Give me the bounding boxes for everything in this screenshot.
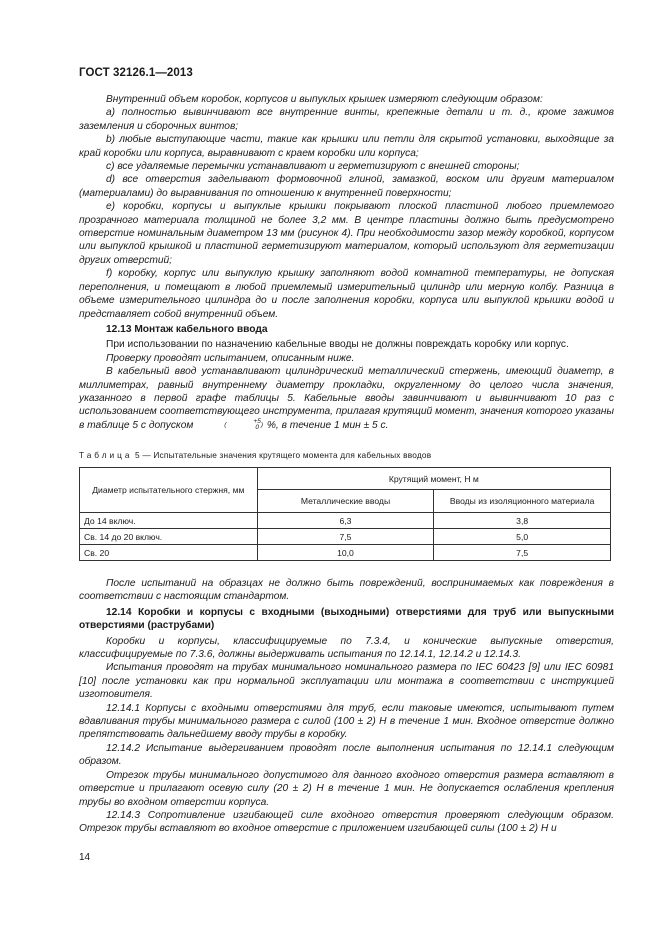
torque-table: [79, 467, 611, 561]
table-row: [80, 513, 611, 529]
paragraph-3-tail: %, в течение 1 мин ± 5 с.: [266, 419, 389, 431]
section-12-14-paragraph-2: Испытания проводят на трубах минимального номинального размера по IEC 60423 [9] или IEC 60981 [10] после установки как при нормальной эксплуатации или монтажа в соответствии с инструкцией изготовителя.: [79, 662, 614, 701]
tolerance-upper: +5: [253, 418, 261, 426]
table-caption-text: 5 — Испытательные значения крутящего момента для кабельных вводов: [135, 450, 432, 460]
section-12-13-paragraph-1: При использовании по назначению кабельные вводы не должны повреждать коробку или корпус.: [106, 339, 569, 351]
section-12-14-title: 12.14 Коробки и корпусы с входными (выходными) отверстиями для труб или выпускными отверстиями (раструбами): [79, 606, 614, 632]
cell-insulating: 5,0: [434, 529, 611, 545]
header-insulating: Вводы из изоляционного материала: [434, 490, 611, 513]
cell-metal: 10,0: [257, 545, 434, 561]
header-torque: Крутящий момент, Н м: [257, 468, 610, 490]
cell-insulating: 7,5: [434, 545, 611, 561]
section-12-14-2-paragraph: Отрезок трубы минимального допустимого для данного входного отверстия размера вставляют в отверстие и прилагают осевую силу (20 ± 2) Н в течение 1 мин. Не допускается ослабления крепления трубы во входном отверстии корпуса.: [79, 769, 614, 808]
cell-insulating: 3,8: [434, 513, 611, 529]
table-row: [80, 545, 611, 561]
section-12-14-2: 12.14.2 Испытание выдергиванием проводят после выполнения испытания по 12.14.1 следующим образом.: [79, 742, 614, 768]
list-item-b: b) любые выступающие части, такие как крышки или петли для скрытой установки, выходящие за край коробки или корпуса, выравнивают с краем коробки или корпуса;: [79, 134, 614, 159]
list-item-d: d) все отверстия заделывают формовочной глиной, замазкой, воском или другим материалом (материалами) до выравнивания по отношению к внутренней поверхности;: [79, 174, 614, 199]
tolerance-fraction: ( +5 0 ): [224, 418, 264, 432]
table-caption-word: Таблица: [79, 450, 133, 460]
section-12-13-paragraph-2: Проверку проводят испытанием, описанным ниже.: [106, 352, 355, 364]
after-table-paragraph: После испытаний на образцах не должно быть повреждений, воспринимаемых как повреждения в соответствии с настоящим стандартом.: [79, 578, 614, 603]
list-item-c: c) все удаляемые перемычки устанавливают и герметизируют с внешней стороны;: [106, 161, 520, 173]
standard-header: ГОСТ 32126.1—2013: [79, 67, 193, 79]
text-after-table: [79, 577, 614, 836]
cell-diameter: До 14 включ.: [80, 513, 258, 529]
section-12-13-title: 12.13 Монтаж кабельного ввода: [106, 323, 268, 335]
section-12-14-paragraph-1: Коробки и корпусы, классифицируемые по 7.3.4, и конические выпускные отверстия, классифицируемые по 7.3.6, должны выдерживать испытания по 12.14.1, 12.14.2 и 12.14.3.: [79, 635, 614, 661]
list-item-f: f) коробку, корпус или выпуклую крышку заполняют водой комнатной температуры, не допуская переполнения, и помещают в любой приемлемый измерительный цилиндр или мерную колбу. Разница в объеме измерительного цилиндра до и после заполнения коробки, корпуса или выпуклой крышки водой и представляет собой внутренний объем.: [79, 268, 614, 320]
cell-metal: 6,3: [257, 513, 434, 529]
cell-diameter: Св. 14 до 20 включ.: [80, 529, 258, 545]
table-row: [80, 529, 611, 545]
cell-diameter: Св. 20: [80, 545, 258, 561]
cell-metal: 7,5: [257, 529, 434, 545]
list-item-e: e) коробки, корпусы и выпуклые крышки покрывают плоской пластиной любого приемлемого прозрачного материала толщиной не более 3,2 мм. В центре пластины должно быть предусмотрено отверстие номинальным диаметром 13 мм (рисунок 4). При необходимости зазор между коробкой, корпусом или выпуклой крышкой и пластиной герметизируют материалом, который используют для герметизации других отверстий;: [79, 201, 614, 266]
paragraph-3-text: В кабельный ввод устанавливают цилиндрический металлический стержень, имеющий диаметр, в миллиметрах, равный внутреннему диаметру прокладки, округленному до целого числа значения, указанного в первой графе таблицы 5. Кабельные вводы завинчивают и вывинчивают 10 раз с использованием соответствующего инструмента, прилагая крутящий момент, значения которого указаны в таблице 5 с допуском: [79, 366, 614, 431]
table-caption: [79, 450, 431, 460]
list-item-a: а) полностью вывинчивают все внутренние винты, крепежные детали и т. д., кроме зажимов заземления и сборочных винтов;: [79, 107, 614, 132]
header-metal: Металлические вводы: [257, 490, 434, 513]
tolerance-lower: 0: [255, 424, 259, 432]
main-text: [79, 93, 614, 432]
page-number: 14: [79, 852, 91, 863]
section-12-13-paragraph-3: [79, 365, 614, 432]
intro-paragraph: Внутренний объем коробок, корпусов и выпуклых крышек измеряют следующим образом:: [106, 94, 543, 105]
header-diameter: Диаметр испытательного стержня, мм: [80, 468, 258, 513]
section-12-14-1: 12.14.1 Корпусы с входными отверстиями для труб, если таковые имеются, испытывают путем вдавливания трубы минимального размера с силой (100 ± 2) Н в течение 1 мин. Входное отверстие должно препятствовать дальнейшему вводу трубы в коробку.: [79, 702, 614, 741]
section-12-14-3: 12.14.3 Сопротивление изгибающей силе входного отверстия проверяют следующим образом. Отрезок трубы вставляют во входное отверстие с приложением изгибающей силы (100 ± 2) Н и: [79, 809, 614, 835]
